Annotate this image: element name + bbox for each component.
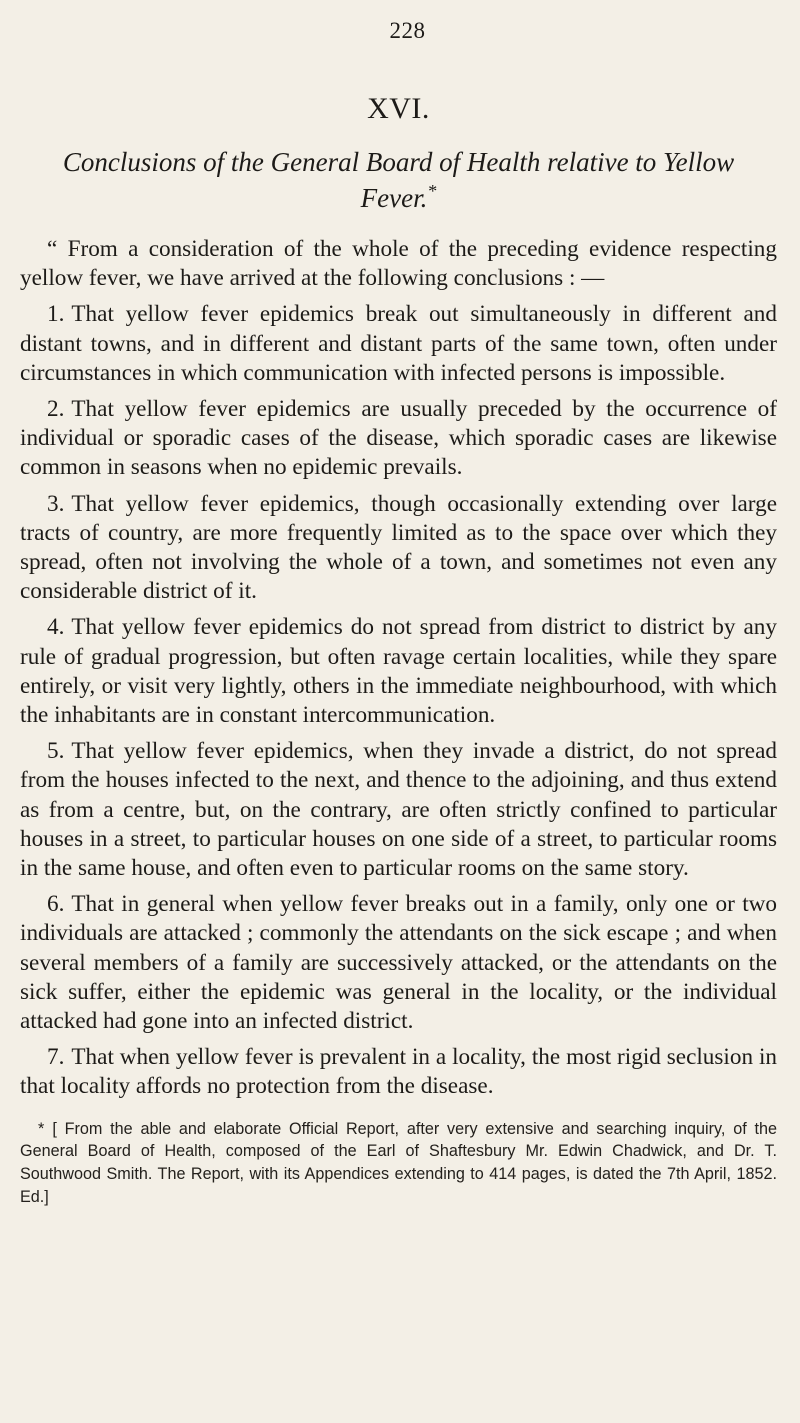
section-title-text: Conclusions of the General Board of Health relative to Yellow Fever. <box>62 147 735 213</box>
conclusion-number: 1. <box>47 301 65 328</box>
footnote-mark: * <box>38 1119 45 1138</box>
conclusion-text: That yellow fever epidemics do not spread from district to district by any rule of gradual progression, but often ravage certain localities, while they spare entirely, or visit very lightly, others in the immediate neighbourhood, with which the inhabitants are in constant intercommunication. <box>20 614 777 729</box>
conclusion-text: That yellow fever epidemics, when they invade a district, do not spread from the houses infected to the next, and thence to the adjoining, and thus extend as from a centre, but, on the contrary, are often strictly confined to particular houses in a street, to particular houses on one side of a street, to particular rooms in the same house, and often even to particular rooms on the same story. <box>20 738 777 882</box>
page-number: 228 <box>389 18 426 43</box>
conclusion-item-5 <box>20 737 777 883</box>
conclusion-item-3 <box>20 490 777 607</box>
book-page <box>20 18 777 1408</box>
section-number: XVI. <box>367 92 430 125</box>
conclusion-item-1 <box>20 300 777 388</box>
intro-paragraph: “ From a consideration of the whole of the preceding evidence respecting yellow fever, we have arrived at the following conclusions : — <box>20 236 777 292</box>
footnote <box>20 1118 777 1209</box>
conclusion-item-4 <box>20 613 777 730</box>
conclusion-item-6 <box>20 890 777 1036</box>
conclusion-text: That yellow fever epidemics are usually preceded by the occurrence of individual or sporadic cases of the disease, which sporadic cases are likewise common in seasons when no epidemic prevails. <box>20 396 777 481</box>
conclusion-text: That when yellow fever is prevalent in a locality, the most rigid seclusion in that locality affords no protection from the disease. <box>20 1044 777 1100</box>
conclusion-number: 5. <box>47 738 65 765</box>
section-title <box>20 144 777 216</box>
conclusion-number: 4. <box>47 614 65 641</box>
conclusion-text: That yellow fever epidemics, though occasionally extending over large tracts of country, are more frequently limited as to the space over which they spread, often not involving the whole of a town, and sometimes not even any considerable district of it. <box>20 490 777 605</box>
conclusion-item-7 <box>20 1043 777 1101</box>
conclusion-number: 3. <box>47 490 65 517</box>
conclusion-text: That in general when yellow fever breaks out in a family, only one or two individuals are attacked ; commonly the attendants on the sick escape ; and when several members of a family are successively attacked, or the attendants on the sick suffer, either the epidemic was general in the locality, or the individual attacked had gone into an infected district. <box>20 891 777 1035</box>
conclusion-text: That yellow fever epidemics break out simultaneously in different and distant towns, and in different and distant parts of the same town, often under circumstances in which communication with infected persons is impossible. <box>20 301 777 386</box>
conclusion-number: 2. <box>47 396 65 423</box>
footnote-reference-mark: * <box>427 181 437 201</box>
conclusion-number: 7. <box>47 1044 65 1071</box>
footnote-text: [ From the able and elaborate Official Report, after very extensive and searching inquiry, of the General Board of Health, composed of the Earl of Shaftesbury Mr. Edwin Chadwick, and Dr. T. Southwood Smith. The Report, with its Appendices extending to 414 pages, is dated the 7th April, 1852. Ed.] <box>20 1119 777 1206</box>
conclusion-item-2 <box>20 395 777 483</box>
conclusion-number: 6. <box>47 891 65 918</box>
